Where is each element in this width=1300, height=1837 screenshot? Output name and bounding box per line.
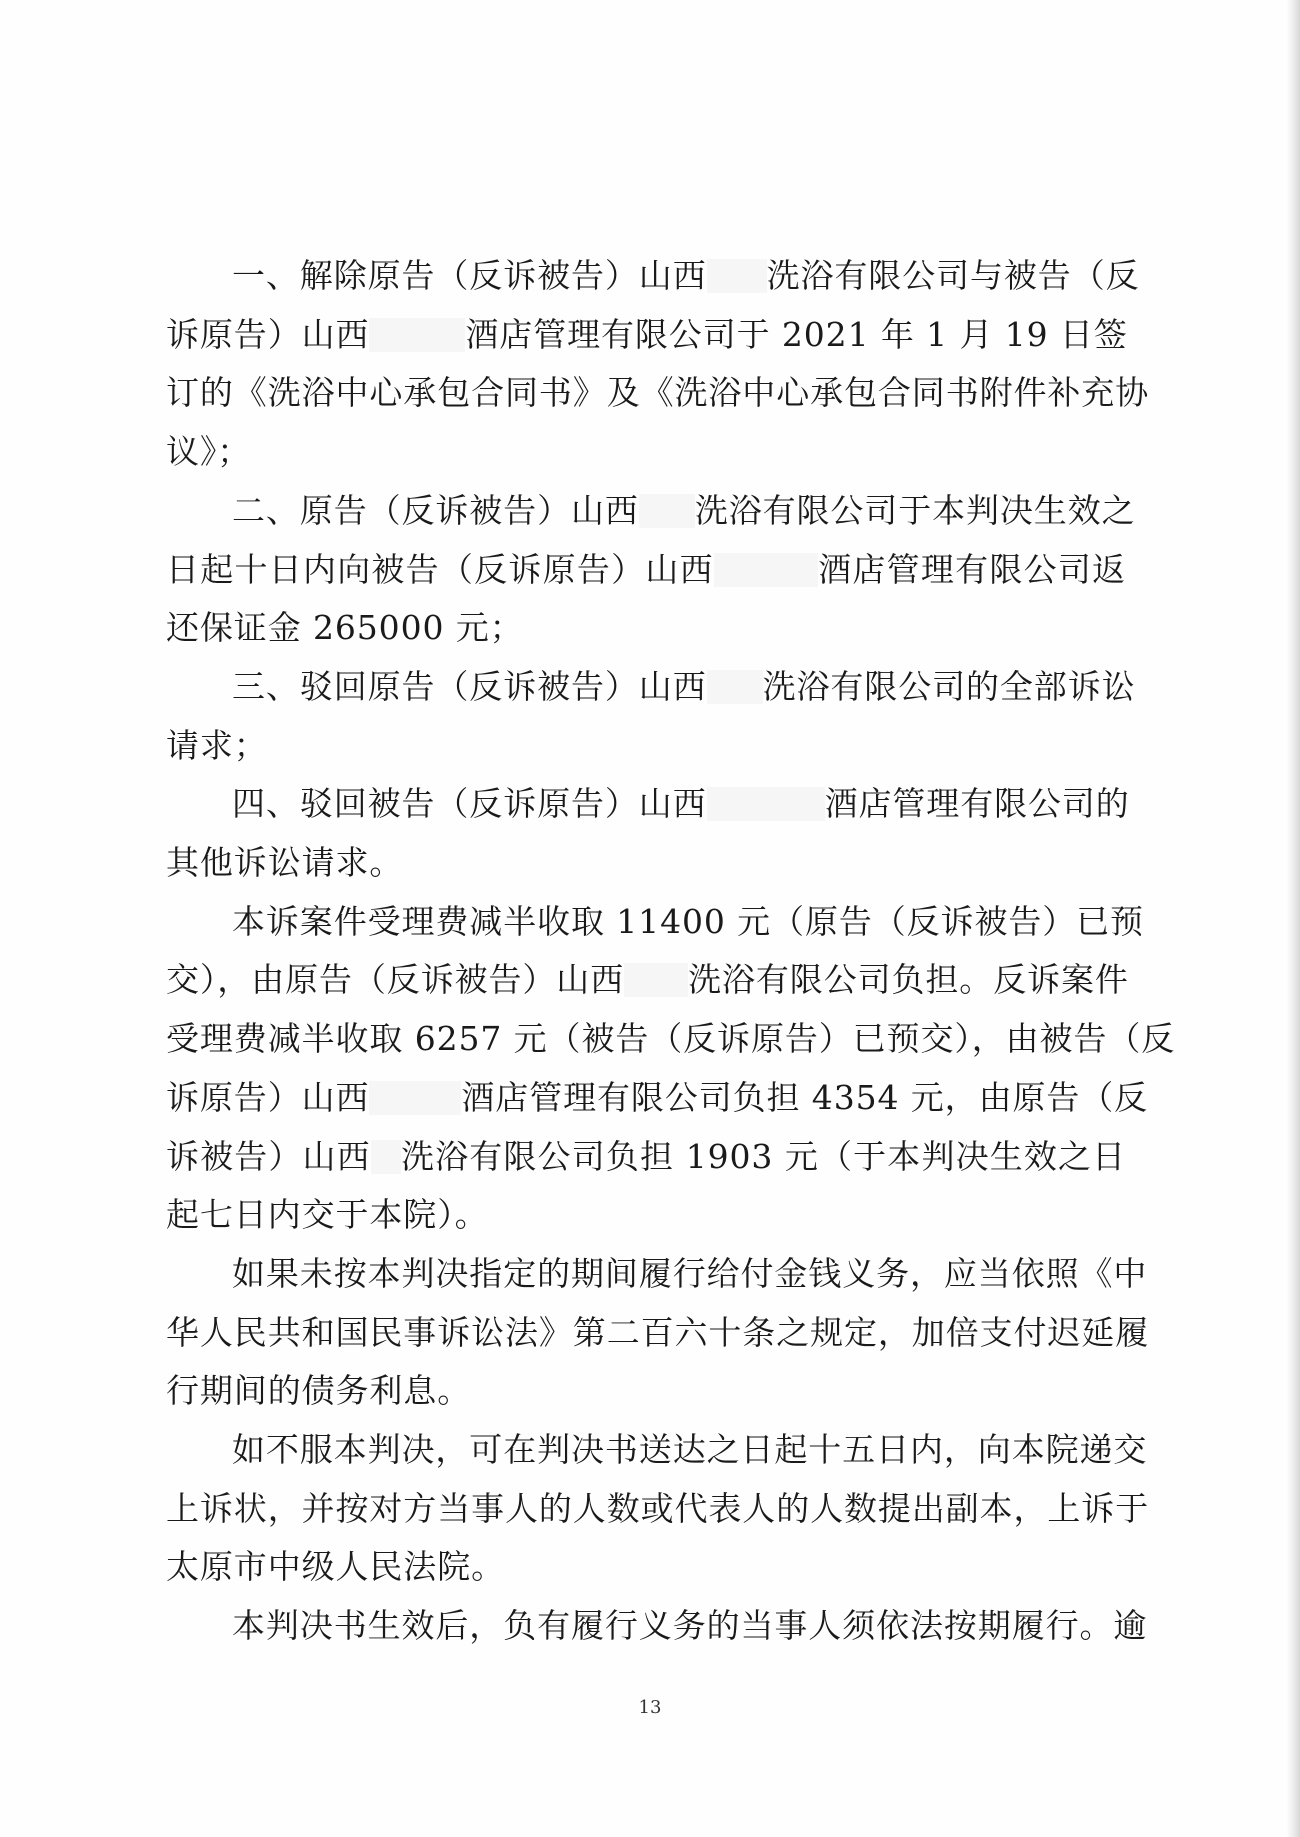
text-line [166, 1304, 1150, 1363]
text-line [166, 541, 1126, 600]
text-segment: 酒店管理有限公司的 [824, 784, 1130, 824]
text-segment: 诉原告）山西 [166, 314, 370, 354]
text-line [166, 423, 1126, 482]
text-segment: 洗浴有限公司于本判决生效之 [694, 490, 1136, 530]
text-line [166, 658, 1136, 717]
redaction-mark [371, 1140, 401, 1174]
redaction-mark [639, 494, 695, 528]
redaction-mark [707, 670, 763, 704]
text-line [166, 1538, 1126, 1597]
text-segment: 交），由原告（反诉被告）山西 [166, 960, 625, 1000]
text-line [166, 247, 1140, 306]
text-segment: 酒店管理有限公司返 [817, 549, 1126, 589]
text-line [166, 717, 1126, 776]
text-segment: 行期间的债务利息。 [166, 1371, 472, 1411]
judgment-body [166, 247, 1176, 1656]
text-segment: 本判决书生效后，负有履行义务的当事人须依法按期履行。逾 [232, 1606, 1148, 1646]
text-segment: 酒店管理有限公司负担 4354 元，由原告（反 [461, 1077, 1149, 1117]
text-segment: 如果未按本判决指定的期间履行给付金钱义务，应当依照《中 [232, 1253, 1148, 1293]
text-line [166, 1245, 1148, 1304]
text-segment: 二、原告（反诉被告）山西 [232, 490, 639, 530]
text-segment: 其他诉讼请求。 [166, 843, 404, 883]
text-segment: 受理费减半收取 6257 元（被告（反诉原告）已预交），由被告（反 [166, 1019, 1176, 1059]
scan-edge-shadow [1286, 0, 1300, 1837]
text-segment: 洗浴有限公司负担 1903 元（于本判决生效之日 [400, 1136, 1126, 1176]
text-segment: 日起十日内向被告（反诉原告）山西 [166, 549, 714, 589]
text-line [166, 364, 1150, 423]
text-line [166, 1480, 1150, 1539]
text-line [166, 482, 1136, 541]
paragraph-3 [166, 658, 1136, 775]
text-line [166, 1421, 1148, 1480]
text-segment: 洗浴有限公司负担。反诉案件 [688, 960, 1129, 1000]
text-line [166, 599, 1126, 658]
redaction-mark [369, 318, 465, 352]
text-segment: 本诉案件受理费减半收取 11400 元（原告（反诉被告）已预 [232, 901, 1144, 941]
text-segment: 起七日内交于本院）。 [166, 1195, 489, 1235]
redaction-mark [707, 787, 825, 821]
text-line [166, 1069, 1149, 1128]
redaction-mark [624, 963, 688, 997]
paragraph-4 [166, 775, 1130, 892]
text-line [166, 1128, 1126, 1187]
paragraph-1 [166, 247, 1150, 482]
text-segment: 如不服本判决，可在判决书送达之日起十五日内，向本院递交 [232, 1430, 1148, 1470]
text-segment: 三、驳回原告（反诉被告）山西 [232, 666, 707, 706]
text-line [166, 1597, 1148, 1656]
text-line [166, 1362, 1126, 1421]
redaction-mark [707, 259, 767, 293]
text-line [166, 775, 1130, 834]
text-segment: 议》； [166, 432, 252, 472]
text-line [166, 306, 1126, 365]
paragraph-7 [166, 1421, 1150, 1597]
redaction-mark [369, 1081, 461, 1115]
text-segment: 请求； [166, 725, 268, 765]
text-line [166, 951, 1129, 1010]
text-segment: 订的《洗浴中心承包合同书》及《洗浴中心承包合同书附件补充协 [166, 373, 1150, 413]
text-segment: 还保证金 265000 元； [166, 608, 524, 648]
paragraph-5 [166, 893, 1176, 1245]
text-segment: 一、解除原告（反诉被告）山西 [232, 256, 707, 295]
text-line [166, 834, 1126, 893]
text-line [166, 1186, 1126, 1245]
text-segment: 洗浴有限公司与被告（反 [766, 256, 1140, 295]
paragraph-2 [166, 482, 1136, 658]
redaction-mark [714, 553, 818, 587]
text-segment: 洗浴有限公司的全部诉讼 [762, 666, 1136, 706]
text-segment: 华人民共和国民事诉讼法》第二百六十条之规定，加倍支付迟延履 [166, 1312, 1150, 1352]
text-line [166, 893, 1144, 952]
text-segment: 太原市中级人民法院。 [166, 1547, 505, 1587]
text-segment: 四、驳回被告（反诉原告）山西 [232, 784, 707, 824]
page-number: 13 [638, 1697, 662, 1718]
text-segment: 诉被告）山西 [166, 1136, 371, 1176]
paragraph-6 [166, 1245, 1150, 1421]
text-segment: 上诉状，并按对方当事人的人数或代表人的人数提出副本，上诉于 [166, 1488, 1150, 1528]
text-segment: 酒店管理有限公司于 2021 年 1 月 19 日签 [465, 314, 1128, 354]
text-line [166, 1010, 1176, 1069]
text-segment: 诉原告）山西 [166, 1077, 370, 1117]
paragraph-8 [166, 1597, 1148, 1656]
